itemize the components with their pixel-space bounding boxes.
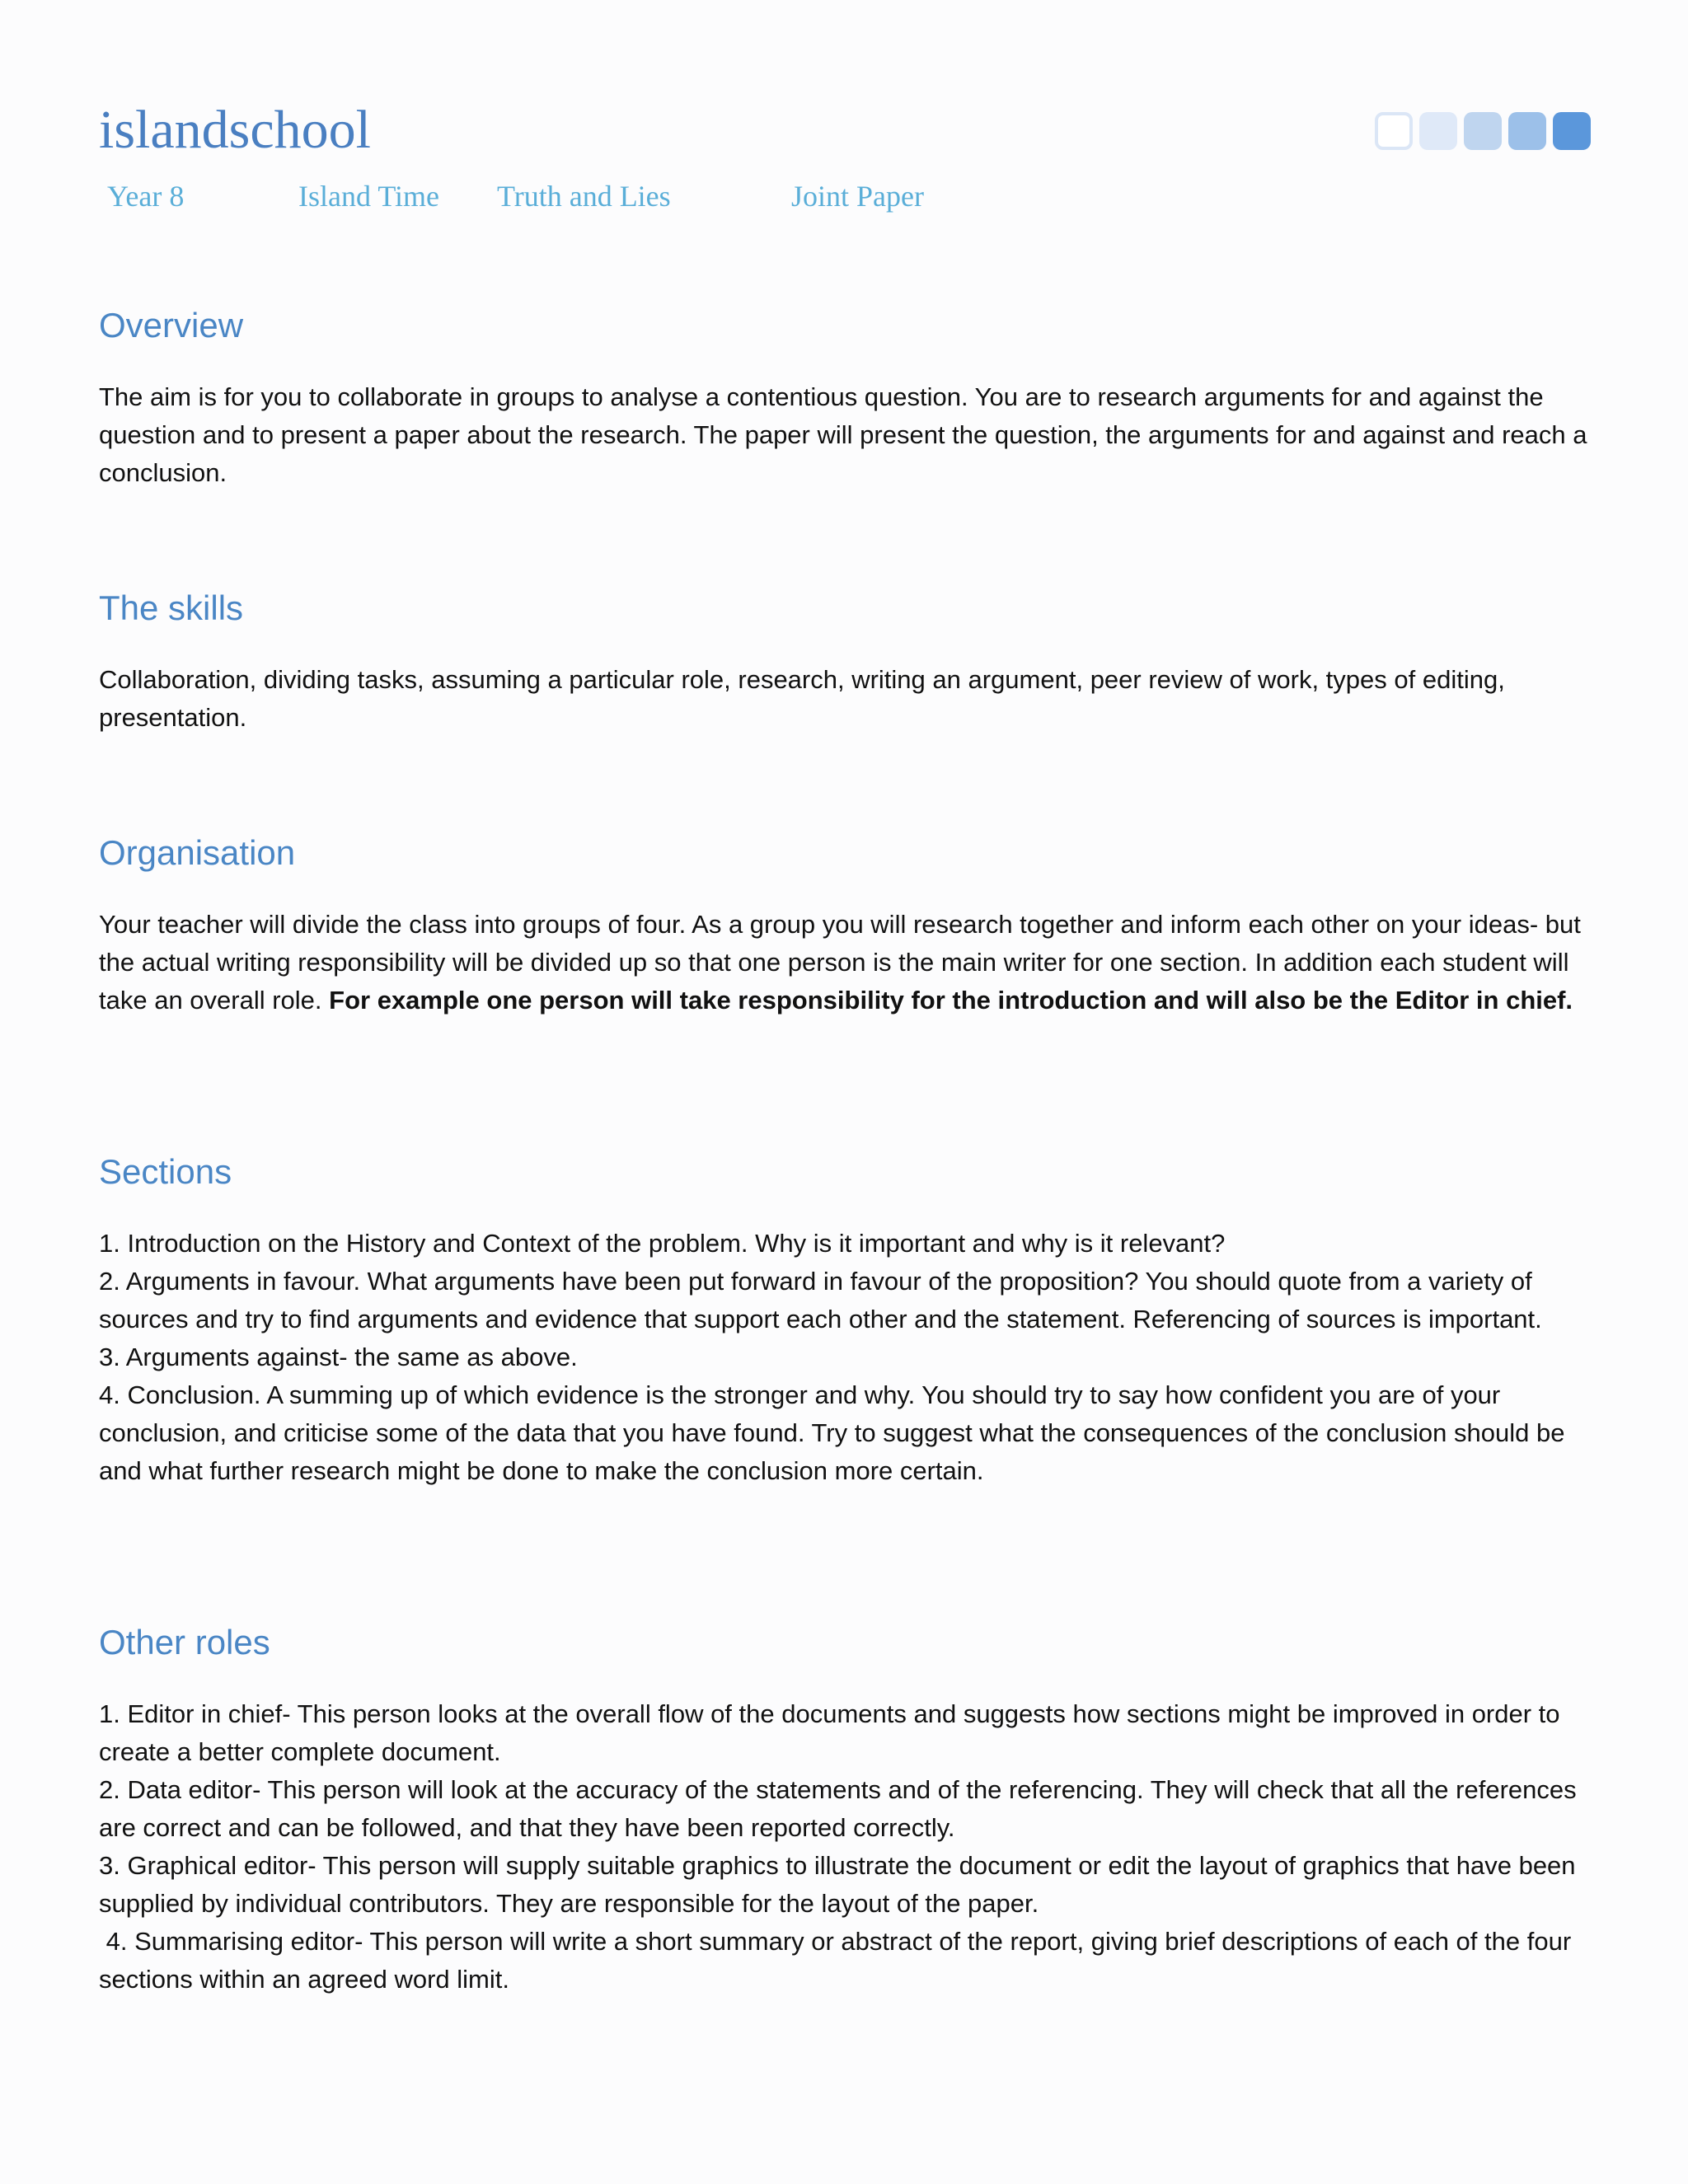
progress-square-5 bbox=[1553, 112, 1591, 150]
breadcrumb-year: Year 8 bbox=[107, 180, 185, 213]
sections-item-2: 2. Arguments in favour. What arguments have been put forward in favour of the proposition? You should quote from a variety of sources and try to find arguments and evidence that support each other and the statement. Referencing of sources is important. bbox=[99, 1267, 1542, 1333]
organisation-text-regular: Your teacher will divide the class into groups of four. As a group you will research together and inform each other on your ideas- but the actual writing responsibility will be divided up so that one person is the main writer for one section. In addition each student will take an overall role. bbox=[99, 910, 1581, 1015]
organisation-text bbox=[99, 906, 1599, 1019]
organisation-heading: Organisation bbox=[99, 833, 296, 872]
organisation-text-bold: For example one person will take responsibility for the introduction and will also be the Editor in chief. bbox=[329, 986, 1573, 1015]
other-roles-item-4: 4. Summarising editor- This person will write a short summary or abstract of the report, giving brief descriptions of each of the four sections within an agreed word limit. bbox=[99, 1927, 1578, 1994]
breadcrumb-topic: Truth and Lies bbox=[497, 180, 671, 213]
skills-body bbox=[99, 661, 1599, 737]
other-roles-heading: Other roles bbox=[99, 1623, 270, 1661]
other-roles-item-2: 2. Data editor- This person will look at the accuracy of the statements and of the referencing. They will check that all the references are correct and can be followed, and that they have been reported correctly. bbox=[99, 1775, 1577, 1842]
progress-square-3 bbox=[1464, 112, 1502, 150]
breadcrumb-task: Joint Paper bbox=[791, 180, 924, 213]
overview-heading: Overview bbox=[99, 306, 244, 344]
other-roles-item-3: 3. Graphical editor- This person will supply suitable graphics to illustrate the document or edit the layout of graphics that have been supplied by individual contributors. They are responsible for the layout of the paper. bbox=[99, 1851, 1576, 1918]
sections-item-3: 3. Arguments against- the same as above. bbox=[99, 1343, 578, 1371]
organisation-body bbox=[99, 906, 1599, 1019]
other-roles-item-1: 1. Editor in chief- This person looks at the overall flow of the documents and suggests how sections might be improved in order to create a better complete document. bbox=[99, 1699, 1560, 1766]
overview-text: The aim is for you to collaborate in groups to analyse a contentious question. You are to research arguments for and against the question and to present a paper about the research. The paper will present the question, the arguments for and against and reach a conclusion. bbox=[99, 382, 1587, 487]
skills-heading: The skills bbox=[99, 588, 244, 627]
progress-square-2 bbox=[1419, 112, 1457, 150]
skills-text: Collaboration, dividing tasks, assuming a particular role, research, writing an argument, peer review of work, types of editing, presentation. bbox=[99, 665, 1505, 732]
sections-body bbox=[99, 1225, 1599, 1490]
breadcrumb-unit: Island Time bbox=[298, 180, 440, 213]
sections-item-4: 4. Conclusion. A summing up of which evidence is the stronger and why. You should try to say how confident you are of your conclusion, and criticise some of the data that you have found. Try to suggest what the consequences of the conclusion should be and what further research might be done to make the conclusion more certain. bbox=[99, 1380, 1565, 1485]
progress-square-4 bbox=[1508, 112, 1546, 150]
sections-item-1: 1. Introduction on the History and Context of the problem. Why is it important and why is it relevant? bbox=[99, 1229, 1226, 1258]
sections-heading: Sections bbox=[99, 1152, 232, 1191]
overview-body bbox=[99, 378, 1599, 492]
progress-square-1 bbox=[1375, 112, 1413, 150]
other-roles-body bbox=[99, 1695, 1599, 1999]
brand-title: islandschool bbox=[99, 100, 371, 160]
